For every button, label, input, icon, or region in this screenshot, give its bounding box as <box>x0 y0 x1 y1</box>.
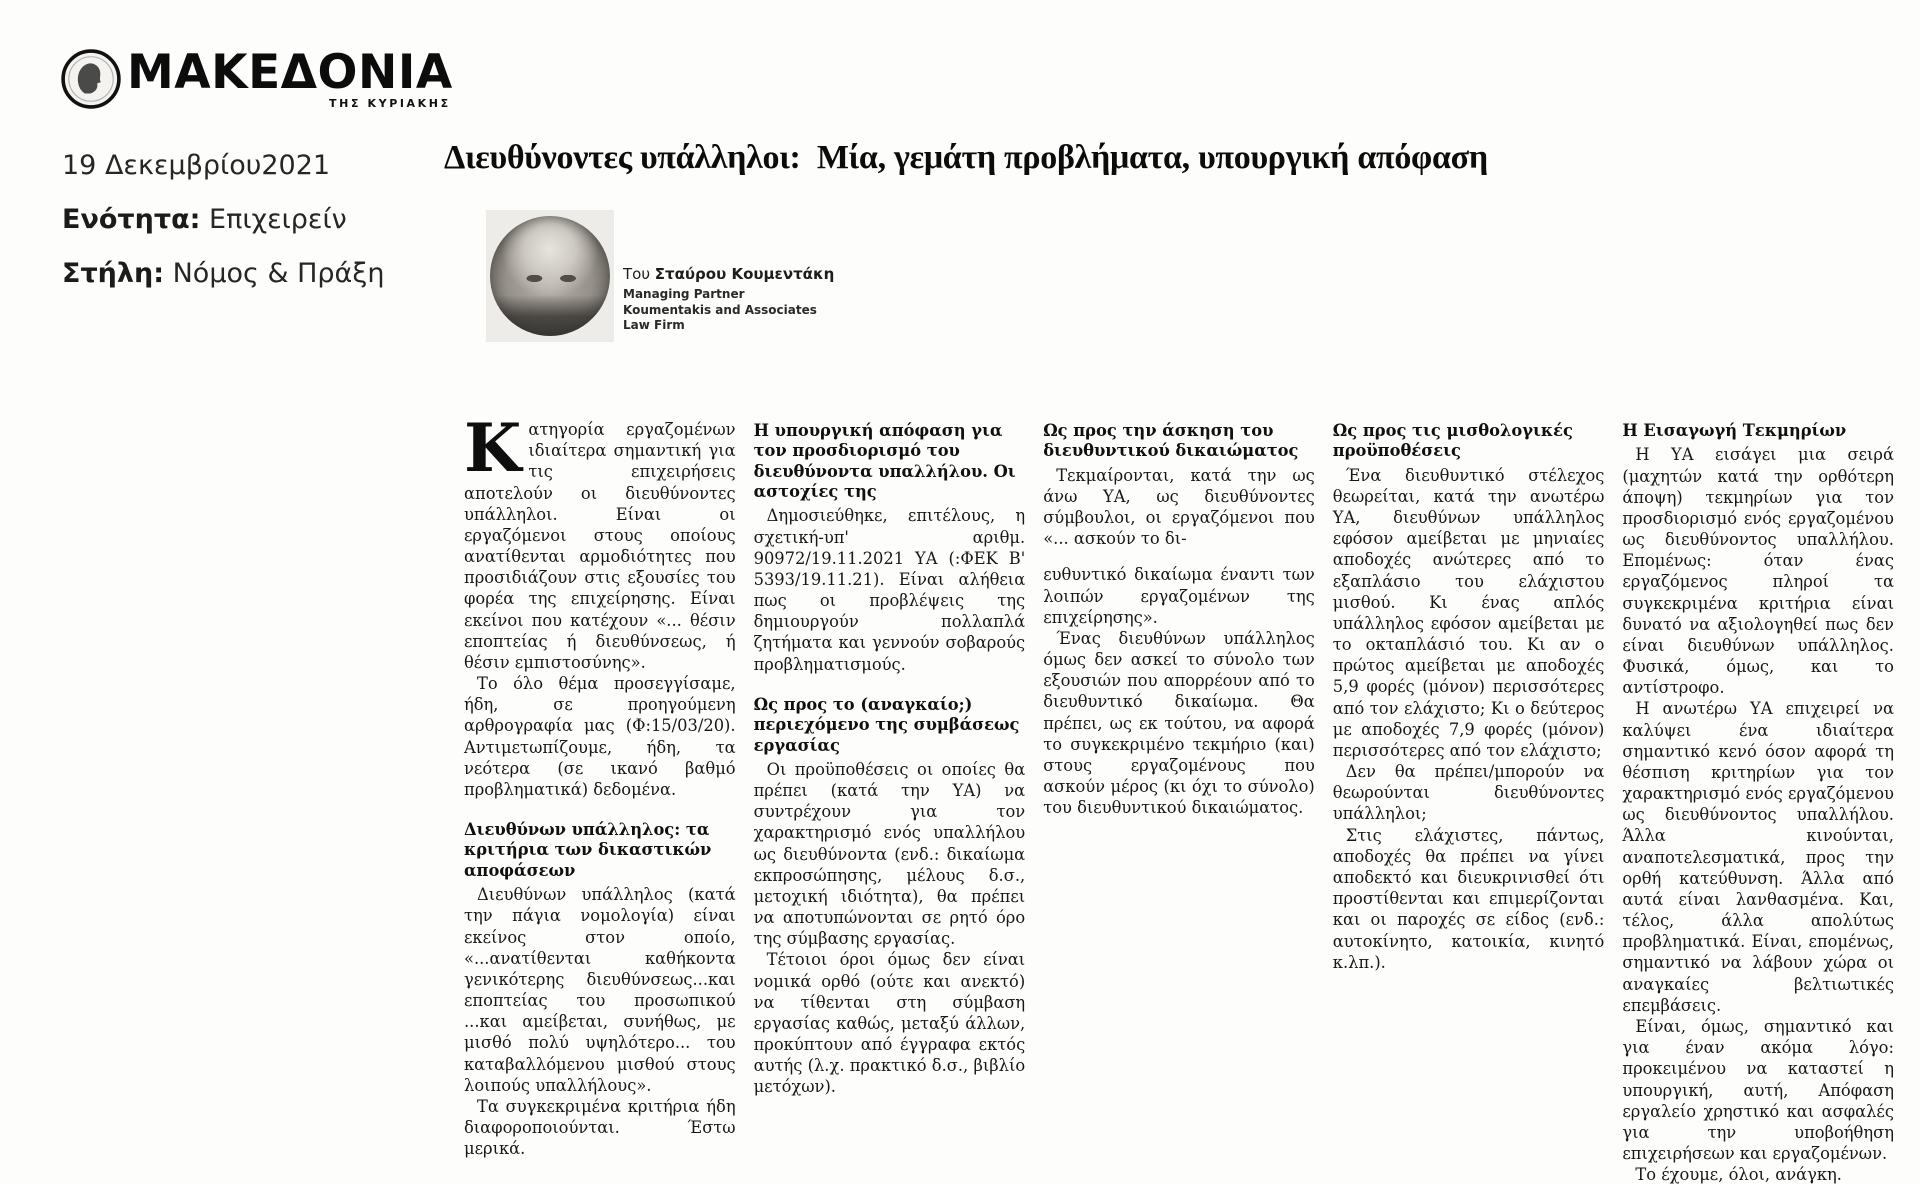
subheading: Ως προς το (αναγκαίο;) περιεχόμενο της συμβάσεως εργασίας <box>753 694 1020 755</box>
paragraph: Ένας διευθύνων υπάλληλος όμως δεν ασκεί το σύνολο των εξουσιών που απορρέουν από το διευθυντικό δικαίωμα. Θα πρέπει, ως εκ τούτου, να αφορά το συγκεκριμένο τεκμήριο (και) στους εργαζομένους που ασκούν μέρος (κι όχι το σύνολο) του διευθυντικού δικαιώματος. <box>1043 628 1315 818</box>
byline-role: Managing Partner <box>623 287 745 302</box>
subheading: Η Εισαγωγή Τεκμηρίων <box>1622 421 1847 440</box>
article-meta <box>62 152 385 314</box>
masthead-subtitle: ΤΗΣ ΚΥΡΙΑΚΗΣ <box>329 96 451 110</box>
byline-name-line <box>623 265 834 284</box>
paragraph: Τέτοιοι όροι όμως δεν είναι νομικά ορθό (ούτε και ανεκτό) να τίθενται στη σύμβαση εργασίας καθώς, μεταξύ άλλων, προκύπτουν από έγγραφα εκτός αυτής (λ.χ. πρακτικό δ.σ., βιβλίο μετόχων). <box>753 950 1026 1097</box>
author-block <box>486 210 834 342</box>
author-photo <box>486 210 614 342</box>
paragraph: Οι προϋποθέσεις οι οποίες θα πρέπει (κατά την ΥΑ) να συντρέχουν για τον χαρακτηρισμό ενός υπαλλήλου ως διευθύνοντα (ενδ.: δικαίωμα εκπροσώπησης, μέλους δ.σ., μετοχική ιδιότητα), θα πρέπει να αποτυπώνονται σε ρητό όρο της σύμβασης εργασίας. <box>753 759 1026 949</box>
paragraph-text: ατηγορία εργαζομένων ιδιαίτερα σημαντική για τις επιχειρήσεις αποτελούν οι διευθύνοντες υπάλληλοι. Είναι οι εργαζόμενοι στους οποίους ανατίθενται αρμοδιότητες που προσιδιάζουν στις εξουσίες του φορέα της επιχείρησης. Είναι εκείνοι που κατέχουν «... θέσιν εποπτείας ή διευθύνσεως, ή θέσιν εμπιστοσύνης». <box>464 420 736 672</box>
subheading: Η υπουργική απόφαση για τον προσδιορισμό του διευθύνοντα υπαλλήλου. Οι αστοχίες της <box>753 421 1016 502</box>
paragraph: Ένα διευθυντικό στέλεχος θεωρείται, κατά την ανωτέρω ΥΑ, διευθύνων υπάλληλος εφόσον αμείβεται με μηνιαίες αποδοχές ανώτερες από το εξαπλάσιο του ελάχιστου μισθού. Κι ένας απλός υπάλληλος εφόσον αμείβεται με το οκταπλάσιό του. Κι αν ο πρώτος αμείβεται με αποδοχές 5,9 φορές (μόνον) περισσότερες από τον ελάχιστο; Κι ο δεύτερος με αποδοχές 7,9 φορές (μόνον) περισσότερες από τον ελάχιστο; <box>1332 465 1605 760</box>
byline-firm: Koumentakis and Associates <box>623 302 817 317</box>
article-column-4 <box>1333 419 1605 1185</box>
masthead <box>60 44 453 110</box>
byline-author: Σταύρου Κουμεντάκη <box>654 265 835 284</box>
subheading: Διευθύνων υπάλληλος: τα κριτήρια των δικαστικών αποφάσεων <box>464 820 712 880</box>
byline-lawfirm: Law Firm <box>623 318 685 333</box>
paragraph: ευθυντικό δικαίωμα έναντι των λοιπών εργαζομένων της επιχείρησης». <box>1043 565 1315 627</box>
paragraph: Δημοσιεύθηκε, επιτέλους, η σχετική-υπ' αριθμ. 90972/19.11.2021 ΥΑ (:ΦΕΚ Β' 5393/19.11.21). Είναι αλήθεια πως οι προβλέψεις της δημιουργούν πολλαπλά ζητήματα και γεννούν σοβαρούς προβληματισμούς. <box>753 506 1026 674</box>
column-line <box>62 260 385 287</box>
subheading: Ως προς την άσκηση του διευθυντικού δικαιώματος <box>1043 421 1299 461</box>
article-column-5 <box>1622 419 1894 1185</box>
section-line <box>62 206 385 233</box>
coin-emblem-icon <box>60 48 122 110</box>
paragraph <box>464 409 736 673</box>
article-columns <box>464 409 1894 1185</box>
headline: Διευθύνοντες υπάλληλοι: Μία, γεμάτη προβλήματα, υπουργική απόφαση <box>444 139 1488 176</box>
paragraph: Το όλο θέμα προσεγγίσαμε, ήδη, σε προηγούμενη αρθρογραφία μας (Φ:15/03/20). Αντιμετωπίζουμε, ήδη, τα νεότερα (σε ικανό βαθμό προβληματικά) δεδομένα. <box>464 674 736 799</box>
article-column-1 <box>464 409 736 1185</box>
paragraph: Είναι, όμως, σημαντικό και για έναν ακόμα λόγο: προκειμένου να καταστεί η υπουργική, αυτή, Απόφαση εργαλείο χρηστικό και ασφαλές για την υποβοήθηση επιχειρήσεων και εργαζομένων. <box>1622 1017 1894 1164</box>
paragraph: Διευθύνων υπάλληλος (κατά την πάγια νομολογία) είναι εκείνος στον οποίο, «...ανατίθενται καθήκοντα γενικότερης διευθύνσεως...και εποπτείας του προσωπικού ...και αμείβεται, συνήθως, με μισθό πολύ υψηλότερο... του καταβαλλόμενου μισθού στους λοιπούς υπαλλήλους». <box>464 885 736 1095</box>
paragraph: Τεκμαίρονται, κατά την ως άνω ΥΑ, ως διευθύνοντες σύμβουλοι, οι εργαζόμενοι που «... ασκούν το δι- <box>1043 465 1315 549</box>
section-label: Ενότητα: <box>62 204 201 235</box>
masthead-wordmark: ΜΑΚΕΔΟΝΙΑ <box>127 44 453 100</box>
subheading: Ως προς τις μισθολογικές προϋποθέσεις <box>1332 421 1573 461</box>
paragraph: Το έχουμε, όλοι, ανάγκη. <box>1635 1165 1842 1185</box>
author-portrait-photo <box>490 216 610 336</box>
drop-cap: Κ <box>464 409 522 487</box>
article-column-3 <box>1043 419 1315 1185</box>
byline <box>623 265 834 342</box>
column-label: Στήλη: <box>62 258 165 289</box>
byline-prefix: Του <box>623 265 655 284</box>
section-value: Επιχειρείν <box>209 204 347 235</box>
paragraph: Η ανωτέρω ΥΑ επιχειρεί να καλύψει ένα ιδιαίτερα σημαντικό κενό όσον αφορά τη θέσπιση κριτηρίων για τον χαρακτηρισμό ενός εργαζόμενου ως διευθύνοντος υπαλλήλου. Άλλα κινούνται, αναποτελεσματικά, προς την ορθή κατεύθυνση. Άλλα από αυτά είναι λανθασμένα. Και, τέλος, άλλα απολύτως προβληματικά. Είναι, επομένως, σημαντικό να λάβουν χώρα οι αναγκαίες βελτιωτικές επεμβάσεις. <box>1622 699 1894 1015</box>
paragraph: Δεν θα πρέπει/μπορούν να θεωρούνται διευθύνοντες υπάλληλοι; <box>1332 762 1605 824</box>
article-column-2 <box>754 419 1026 1185</box>
paragraph: Στις ελάχιστες, πάντως, αποδοχές θα πρέπει να γίνει αποδεκτό και διευκρινισθεί ότι προστίθενται και επιμερίζονται και οι παροχές σε είδος (ενδ.: αυτοκίνητο, κατοικία, κινητό κ.λπ.). <box>1332 825 1605 972</box>
paragraph: Η ΥΑ εισάγει μια σειρά (μαχητών κατά την ορθότερη άποψη) τεκμηρίων για τον προσδιορισμό ενός εργαζομένου ως διευθύνοντος υπαλλήλου. Επομένως: όταν ένας εργαζόμενος πληροί τα συγκεκριμένα κριτήρια είναι δυνατό να αξιολογηθεί πως δεν είναι διευθύνων υπάλληλος. Φυσικά, όμως, και το αντίστροφο. <box>1622 445 1894 698</box>
paragraph: Τα συγκεκριμένα κριτήρια ήδη διαφοροποιούνται. Έστω μερικά. <box>464 1096 736 1159</box>
article-date: 19 Δεκεμβρίου2021 <box>62 150 331 181</box>
masthead-wordmark-block <box>127 44 453 110</box>
column-value: Νόμος & Πράξη <box>172 258 385 289</box>
